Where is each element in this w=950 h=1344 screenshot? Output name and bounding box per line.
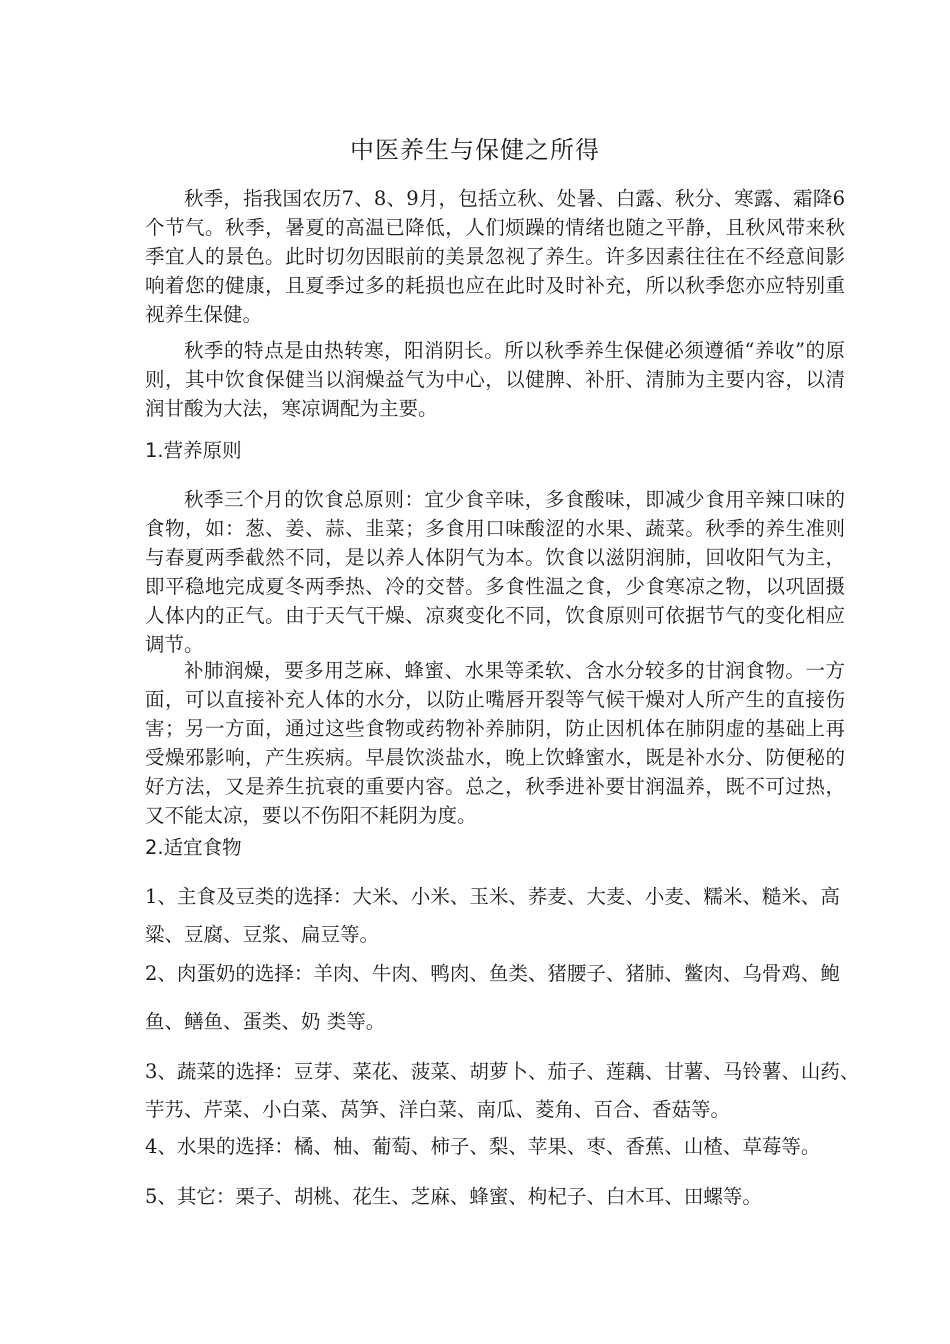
document-title: 中医养生与保健之所得: [350, 136, 600, 164]
paragraph-lung-moisturizing: 补肺润燥，要多用芝麻、蜂蜜、水果等柔软、含水分较多的甘润食物。一方面，可以直接补充人体的水分，以防止嘴唇开裂等气候干燥对人所产生的直接伤害；另一方面，通过这些食物或药物补养肺阴，防止因机体在肺阴虚的基础上再受燥邪影响，产生疾病。早晨饮淡盐水，晚上饮蜂蜜水，既是补水分、防便秘的好方法，又是养生抗衰的重要内容。总之，秋季进补要甘润温养，既不可过热，又不能太凉，要以不伤阳不耗阴为度。: [145, 659, 845, 827]
list-item-other: 5、其它：栗子、胡桃、花生、芝麻、蜂蜜、枸杞子、白木耳、田螺等。: [145, 1185, 762, 1208]
list-item-fruit: 4、水果的选择：橘、柚、葡萄、柿子、梨、苹果、枣、香蕉、山楂、草莓等。: [145, 1135, 821, 1158]
heading-suitable-foods: 2.适宜食物: [145, 836, 242, 859]
list-item-vegetable-line2: 芋艿、芹菜、小白菜、莴笋、洋白菜、南瓜、菱角、百合、香菇等。: [145, 1098, 731, 1121]
list-item-meat-line2: 鱼、鳝鱼、蛋类、奶 类等。: [145, 1010, 386, 1033]
paragraph-diet-principles: 秋季三个月的饮食总原则：宜少食辛味，多食酸味，即减少食用辛辣口味的食物，如：葱、姜、蒜、韭菜；多食用口味酸涩的水果、蔬菜。秋季的养生准则与春夏两季截然不同，是以养人体阴气为本。饮食以滋阴润肺，回收阳气为主，即平稳地完成夏冬两季热、冷的交替。多食性温之食，少食寒凉之物，以巩固摄人体内的正气。由于天气干燥、凉爽变化不同，饮食原则可依据节气的变化相应调节。: [145, 488, 845, 656]
document-page: [145, 0, 860, 1344]
list-item-meat-line1: 2、肉蛋奶的选择：羊肉、牛肉、鸭肉、鱼类、猪腰子、猪肺、鳖肉、乌骨鸡、鲍: [145, 962, 840, 985]
list-item-staple-line2: 粱、豆腐、豆浆、扁豆等。: [145, 923, 380, 946]
paragraph-autumn-intro: 秋季，指我国农历7、8、9月，包括立秋、处暑、白露、秋分、寒露、霜降6个节气。秋季，暑夏的高温已降低，人们烦躁的情绪也随之平静，且秋风带来秋季宜人的景色。此时切勿因眼前的美景忽视了养生。许多因素往往在不经意间影响着您的健康，且夏季过多的耗损也应在此时及时补充，所以秋季您亦应特别重视养生保健。: [145, 187, 845, 326]
paragraph-autumn-features: 秋季的特点是由热转寒，阳消阴长。所以秋季养生保健必须遵循“养收”的原则，其中饮食保健当以润燥益气为中心，以健脾、补肝、清肺为主要内容，以清润甘酸为大法，寒凉调配为主要。: [145, 339, 845, 420]
list-item-vegetable-line1: 3、蔬菜的选择：豆芽、菜花、菠菜、胡萝卜、茄子、莲藕、甘薯、马铃薯、山药、: [145, 1060, 860, 1083]
heading-nutrition-principles: 1.营养原则: [145, 439, 242, 462]
list-item-staple-line1: 1、主食及豆类的选择：大米、小米、玉米、荞麦、大麦、小麦、糯米、糙米、高: [145, 885, 840, 908]
